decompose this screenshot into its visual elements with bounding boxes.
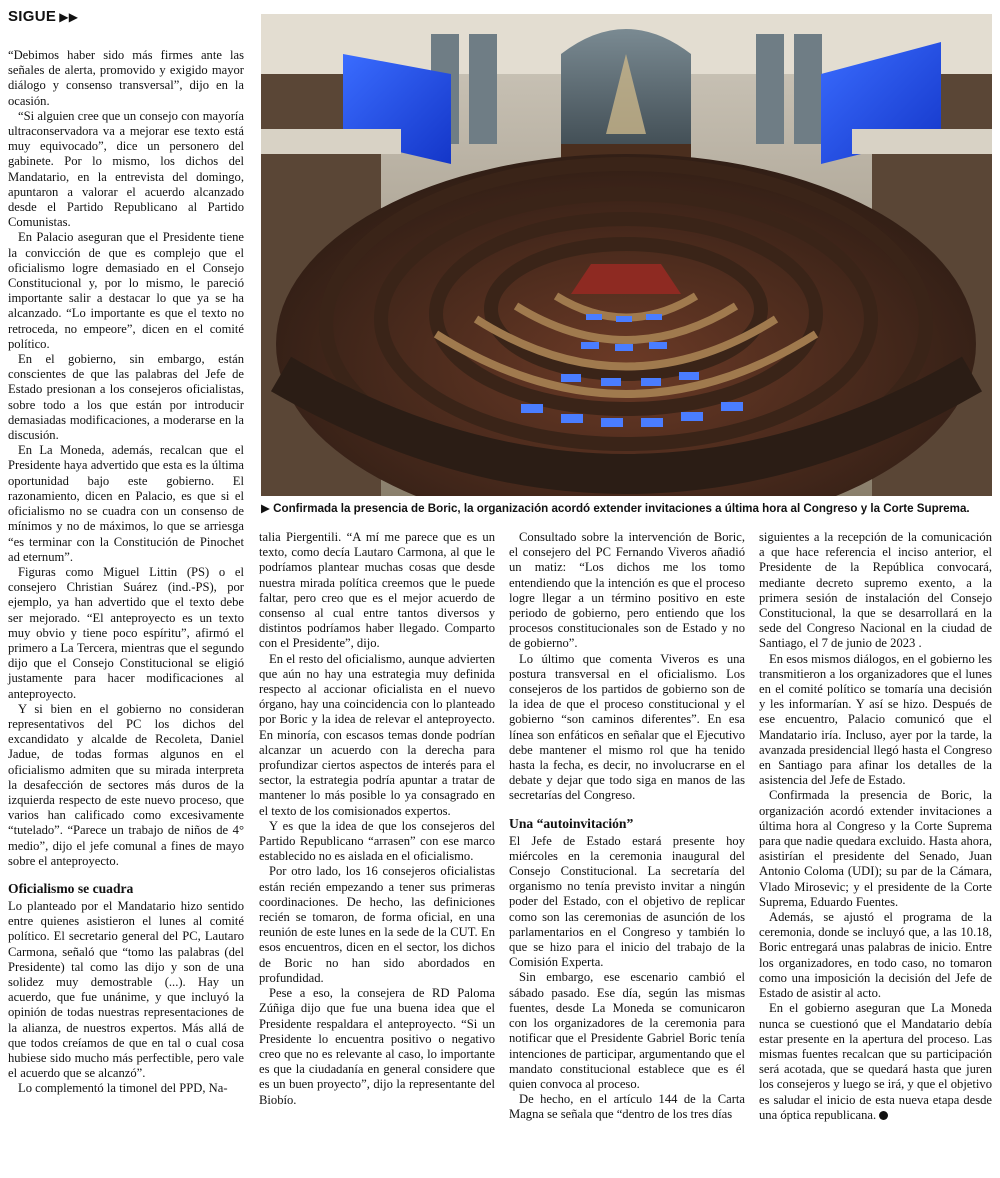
paragraph: Confirmada la presencia de Boric, la organización acordó extender invitaciones a última hora al Congreso y la Corte Suprema para que nadie quedara excluido. Hasta ahora, asistirían el presidente del Senado, Juan Antonio Coloma (UDI); su par de la Cámara, Vlado Mirosevic; y el presidente de la Corte Suprema, Eduardo Fuentes.: [759, 788, 992, 909]
paragraph: “Debimos haber sido más firmes ante las señales de alerta, promovido y exigido mayor diálogo y consenso transversal”, dijo en la ocasión.: [8, 48, 244, 108]
paragraph: En el resto del oficialismo, aunque advierten que aún no hay una estrategia muy definida respecto al accionar oficialista en el nuevo órgano, hay una coincidencia con lo planteado por Boric y la idea de relevar el anteproyecto. En minoría, con escasos temas donde podrían alcanzar un acuerdo con la derecha para profundizar ciertos aspectos de interés para el sector, la estrategia podría apuntar a tratar de mantener lo más posible lo ya consagrado en el texto de los comisionados expertos.: [259, 651, 495, 818]
paragraph: Sin embargo, ese escenario cambió el sábado pasado. Ese día, según las mismas fuentes, desde La Moneda se comunicaron con los organizadores de la ceremonia para notificar que el Presidente Gabriel Boric tenía intenciones de participar, argumentando que el mandato constitucional establece que es él quien convoca al proceso.: [509, 970, 745, 1091]
paragraph: En el gobierno, sin embargo, están conscientes de que las palabras del Jefe de Estado presionan a los consejeros oficialistas, sobre todo a los que están por introducir demasiadas modificaciones, a moderarse en la discusión.: [8, 352, 244, 443]
subheading: Una “autoinvitación”: [509, 815, 634, 831]
paragraph: En esos mismos diálogos, en el gobierno les transmitieron a los organizadores que el lunes en el comité político se tomaría una decisión y les informarían. Y así se hizo. Después de ese encuentro, Palacio comunicó que el Mandatario iría. Incluso, ayer por la tarde, la avanzada presidencial llegó hasta el Congreso en Santiago para afinar los detalles de la asistencia del Jefe de Estado.: [759, 651, 992, 788]
paragraph: En el gobierno aseguran que La Moneda nunca se cuestionó que el Mandatario debía estar presente en la apertura del proceso. Las mismas fuentes recalcan que su participación será acotada, que se quedará hasta que juren los consejeros y luego se irá, y que el objetivo es saludar el inicio de esta nueva etapa desde una óptica republicana.: [759, 1001, 992, 1122]
double-arrow-icon: ▶▶: [59, 10, 79, 24]
paragraph: Además, se ajustó el programa de la ceremonia, donde se incluyó que, a las 10.18, Boric entregará unas palabras de inicio. Entre los organizadores, en todo caso, no tomaron como una imposición la decisión del Jefe de Estado de asistir al acto.: [759, 910, 992, 1001]
end-of-article-icon: [879, 1111, 888, 1120]
paragraph: talia Piergentili. “A mí me parece que es un texto, como decía Lautaro Carmona, al que le podríamos plantear muchas cosas que desde nuestra mirada política creemos que le puede faltar, pero creo que es el mejor acuerdo de consenso al cual entre tantos diversos y distintos podríamos haber llegado. Comparto con el Presidente”, dijo.: [259, 530, 495, 651]
paragraph: Y si bien en el gobierno no consideran representativos del PC los dichos del excandidato y alcalde de Recoleta, Daniel Jadue, de todas formas algunos en el oficialismo admiten que su mirada interpreta la desafección de sectores más duros de la izquierda respecto de este nuevo proceso, que varios han calificado como excesivamente “tutelado”. “Parece un trabajo de niños de 4° medio”, dijo el jefe comunal a fines de mayo sobre el anteproyecto.: [8, 701, 244, 868]
article-column-2: [259, 530, 495, 1108]
paragraph: Lo último que comenta Viveros es una postura transversal en el oficialismo. Los consejeros de los partidos de gobierno son de la idea de que el proceso constitucional y el gobierno “son caminos diferentes”. En esa línea son enfáticos en señalar que el Ejecutivo debe mantener el mismo rol que ha tenido hasta la fecha, es decir, no involucrarse en el debate y dejar que todo siga en manos de las secretarías del Congreso.: [509, 651, 745, 803]
paragraph: Lo complementó la timonel del PPD, Na-: [18, 1081, 228, 1096]
article-column-3: [509, 530, 745, 1123]
paragraph: Figuras como Miguel Littin (PS) o el consejero Christian Suárez (ind.-PS), por ejemplo, ya han advertido que el texto debe ser mejorado. “El anteproyecto es un texto muy obvio y tiene poco espíritu”, afirmó el primero a La Tercera, mientras que el segundo dijo que el Consejo Constitucional se eligió justamente para hacer modificaciones al anteproyecto.: [8, 564, 244, 701]
section-label: SIGUE: [8, 8, 57, 25]
play-arrow-icon: ▶: [261, 502, 274, 515]
paragraph: Y es que la idea de que los consejeros del Partido Republicano “arrasen” con ese marco establecido no es aislada en el oficialismo.: [259, 818, 495, 864]
paragraph: Por otro lado, los 16 consejeros oficialistas están recién empezando a tener sus primeras coordinaciones. De hecho, las definiciones recién se tomaron, de forma oficial, en una reunión de este lunes en la sede de la CUT. En esos encuentros, dicen en el sector, los dichos de Boric no han sido abordados en profundidad.: [259, 864, 495, 985]
paragraph: En La Moneda, además, recalcan que el Presidente haya advertido que esta es la última oportunidad bajo este gobierno. El razonamiento, dicen en Palacio, es que si el oficialismo no se cuadra con un consenso de mínimos y no de máximos, lo que se arriesga “es terminar con la Constitución de Pinochet ad eternum”.: [8, 443, 244, 564]
paragraph: Pese a eso, la consejera de RD Paloma Zúñiga dijo que fue una buena idea que el Presidente respaldara el anteproyecto. “Si un Presidente lo encuentra positivo o negativo creo que no es relevante al caso, lo importante es que la ciudadanía en general considere que es un buen proyecto”, dijo la representante del Biobío.: [259, 986, 495, 1107]
article-column-1: [8, 48, 244, 1097]
paragraph: El Jefe de Estado estará presente hoy miércoles en la ceremonia inaugural del Consejo Constitucional. La secretaría del organismo no tenía previsto invitar a ningún poder del Estado, con el objetivo de replicar como son las ceremonias de asunción de los parlamentarios en el Congreso y también lo que se hizo para el inicio del trabajo de la Comisión Experta.: [509, 833, 745, 970]
paragraph: En Palacio aseguran que el Presidente tiene la convicción de que es complejo que el oficialismo logre demasiado en el Consejo Constitucional y, por lo mismo, le pareció importante salir a destacar lo que ya se ha alcanzado. “Lo importante es que el texto no retroceda, no empeore”, dicen en el comité político.: [8, 230, 244, 351]
paragraph: Consultado sobre la intervención de Boric, el consejero del PC Fernando Viveros añadió un matiz: “Los dichos me los tomo entendiendo que la intención es que el proceso logre llegar a un término positivo en este periodo de gobierno, pero entiendo que los procesos constitucionales son de Estado y no de gobierno”.: [509, 530, 745, 651]
paragraph: “Si alguien cree que un consejo con mayoría ultraconservadora va a mejorar ese texto está muy equivocado”, dice un personero del gabinete. Por lo mismo, los dichos del Mandatario, en la entrevista del domingo, apuntaron a valorar el acuerdo alcanzado desde el Partido Republicano al Partido Comunistas.: [8, 108, 244, 230]
subheading: Oficialismo se cuadra: [8, 880, 134, 896]
paragraph: Lo planteado por el Mandatario hizo sentido entre quienes asistieron el lunes al comité político. El secretario general del PC, Lautaro Carmona, señaló que “tomo las palabras (del Presidente) tal como las dijo y son de una solidez muy demostrable (...). Hay un acuerdo, que fue unánime, y que incluyó la opinión de todas nuestras representaciones de la alianza, de nuestros expertos. Más allá de que todos creíamos de que en tal o cual cosa hubiese sido mucho más perfectible, pero vale el acuerdo que se alcanzó”.: [8, 898, 244, 1081]
section-header: [8, 8, 78, 25]
photo-caption: ▶ Confirmada la presencia de Boric, la organización acordó extender invitaciones a última hora al Congreso y la Corte Suprema.: [261, 502, 970, 515]
paragraph: De hecho, en el artículo 144 de la Carta Magna se señala que “dentro de los tres días: [509, 1092, 745, 1122]
article-column-4: [759, 530, 992, 1123]
chamber-photo: [261, 14, 992, 496]
paragraph: siguientes a la recepción de la comunicación a que hace referencia el inciso anterior, el Presidente de la República convocará, mediante decreto supremo exento, a la primera sesión de instalación del Consejo Constitucional, la que se desarrollará en la sede del Congreso Nacional en la ciudad de Santiago, el 7 de junio de 2023 .: [759, 530, 992, 651]
